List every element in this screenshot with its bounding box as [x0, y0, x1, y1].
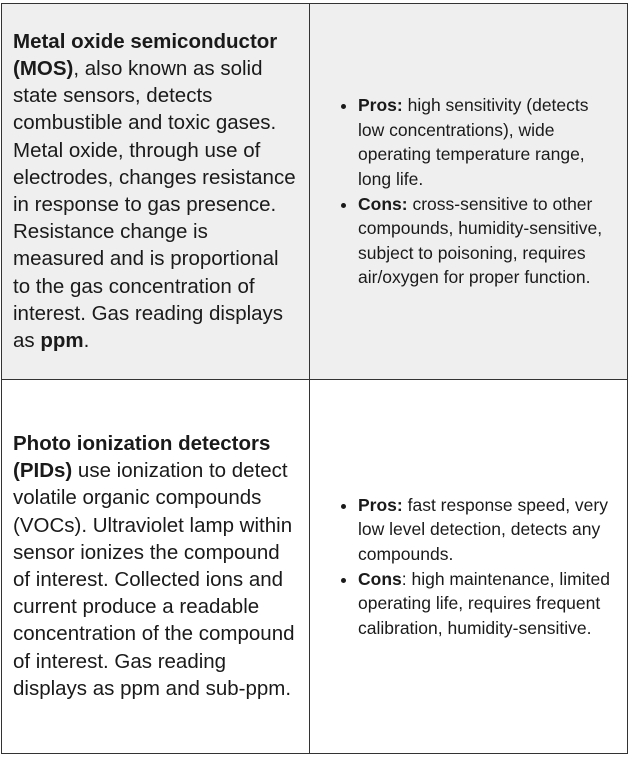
- pid-description: use ionization to detect volatile organic compounds (VOCs). Ultraviolet lamp within sensor ionizes the compound of interest. Collected ions and current produce a readable concentration of the compound of interest. Gas reading displays as ppm and sub-ppm.: [13, 459, 295, 700]
- pid-pros-cons-list: [334, 493, 617, 641]
- pid-pros-text: fast response speed, very low level detection, detects any compounds.: [358, 494, 608, 564]
- pid-cons-item: [358, 567, 617, 641]
- mos-pros-label: Pros:: [358, 95, 403, 116]
- mos-description-end: .: [83, 329, 90, 353]
- table-row-pid: [2, 380, 628, 754]
- pid-description-cell: [2, 380, 310, 754]
- mos-cons-text: cross-sensitive to other compounds, humidity-sensitive, subject to poisoning, requires air/oxygen for proper function.: [358, 193, 603, 288]
- mos-pros-cons-cell: [310, 4, 628, 380]
- mos-description: , also known as solid state sensors, detects combustible and toxic gases. Metal oxide, through use of electrodes, changes resistance in response to gas presence. Resistance change is measured and is proportional to the gas concentration of interest. Gas reading displays as: [13, 56, 296, 353]
- table-row-mos: [2, 4, 628, 380]
- pid-pros-cons-cell: [310, 380, 628, 754]
- mos-cons-label: Cons:: [358, 193, 408, 214]
- mos-pros-item: [358, 93, 617, 191]
- pid-title: Photo ionization detectors (PIDs): [13, 431, 271, 483]
- mos-title: Metal oxide semiconductor (MOS): [13, 29, 278, 80]
- mos-pros-cons-list: [334, 93, 617, 290]
- mos-description-cell: [2, 4, 310, 380]
- mos-cons-item: [358, 192, 617, 290]
- pid-pros-item: [358, 493, 617, 567]
- pid-cons-text: : high maintenance, limited operating life, requires frequent calibration, humidity-sensitive.: [358, 568, 610, 638]
- mos-unit: ppm: [40, 329, 84, 353]
- sensor-comparison-table: [1, 3, 628, 754]
- pid-cons-label: Cons: [358, 568, 402, 589]
- pid-pros-label: Pros:: [358, 494, 403, 515]
- mos-pros-text: high sensitivity (detects low concentrations), wide operating temperature range, long life.: [358, 95, 589, 189]
